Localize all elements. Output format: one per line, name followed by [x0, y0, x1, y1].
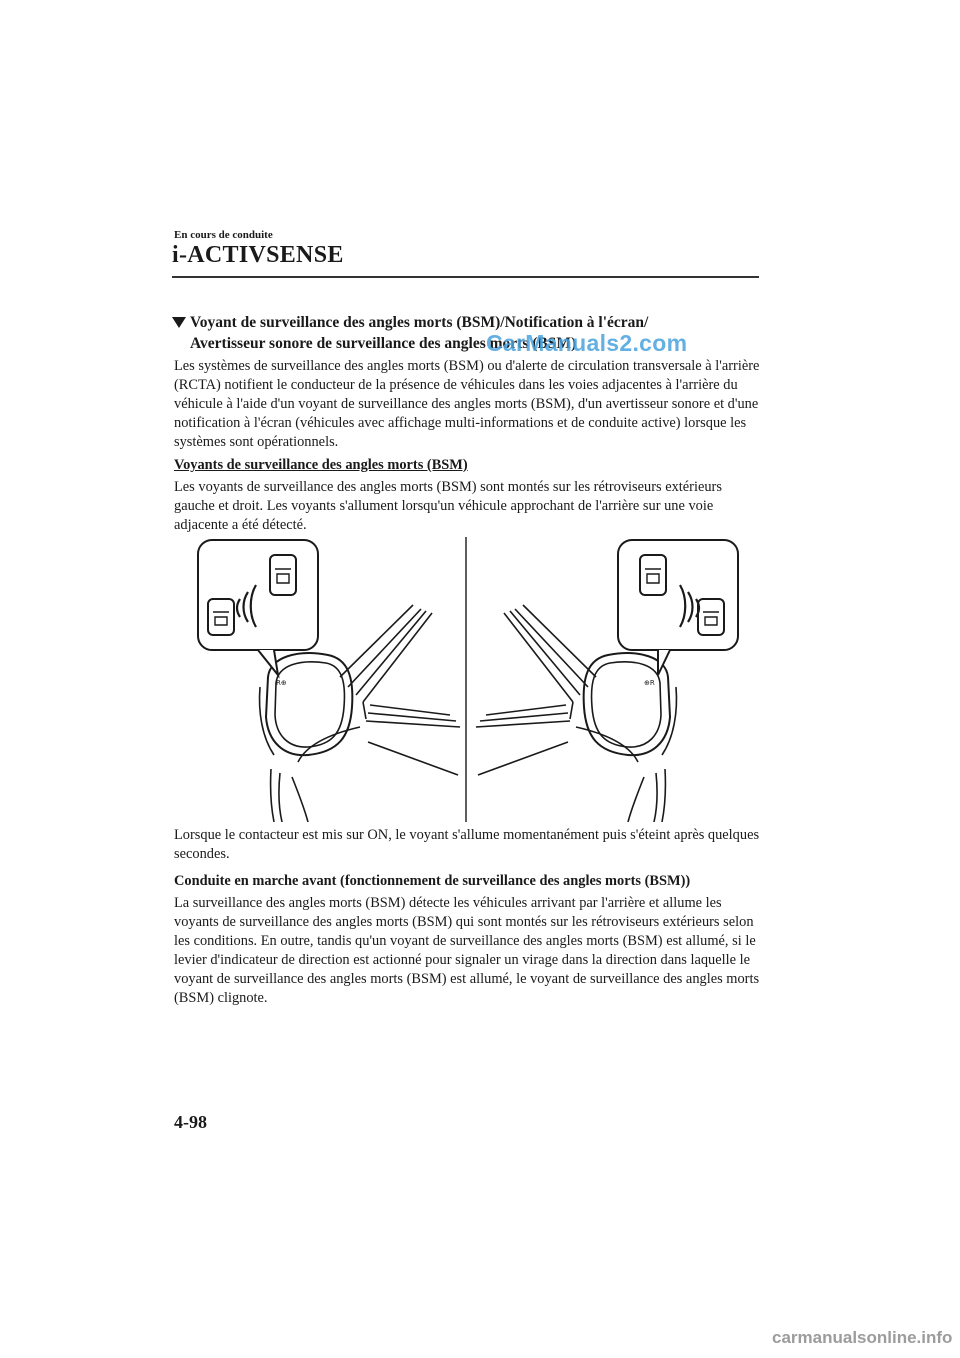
right-door-body [576, 727, 665, 822]
right-window-frame [476, 605, 596, 775]
svg-text:⊕R: ⊕R [644, 679, 655, 687]
subsection-heading-line1: Voyant de surveillance des angles morts (BSM)/Notification à l'écran/ [190, 314, 649, 331]
right-mirror [584, 653, 677, 755]
left-callout-car-icons [208, 555, 296, 635]
left-window-frame [340, 605, 460, 775]
forward-driving-paragraph: La surveillance des angles morts (BSM) détecte les véhicules arrivant par l'arrière et allume les voyants de surveillance des angles morts (BSM) qui sont montés sur les rétroviseurs extérieurs selon les conditions. En outre, tandis qu'un voyant de surveillance des angles morts (BSM) est allumé, si le levier d'indicateur de direction est actionné pour signaler un virage dans la direction dans laquelle le voyant de surveillance des angles morts (BSM) est allumé, le voyant de surveillance des angles morts (BSM) clignote. [174, 895, 760, 1006]
svg-text:R⊕: R⊕ [276, 679, 287, 687]
page-number: 4-98 [174, 1112, 207, 1132]
footer-site-logo: carmanualsonline.info [772, 1328, 953, 1347]
section-title: i-ACTIVSENSE [172, 242, 344, 268]
bsm-lights-heading: Voyants de surveillance des angles morts (BSM) [174, 457, 468, 473]
header-rule [172, 276, 759, 278]
intro-paragraph: Les systèmes de surveillance des angles morts (BSM) ou d'alerte de circulation transversale à l'arrière (RCTA) notifient le conducteur de la présence de véhicules dans les voies adjacentes à l'arrière du véhicule à l'aide d'un voyant de surveillance des angles morts (BSM), d'un avertisseur sonore et d'une notification à l'écran (véhicules avec affichage multi-informations et de conduite active) lorsque les systèmes sont opérationnels. [174, 358, 760, 450]
ignition-paragraph: Lorsque le contacteur est mis sur ON, le voyant s'allume momentanément puis s'éteint après quelques secondes. [174, 827, 760, 862]
left-callout [198, 540, 318, 675]
chapter-label: En cours de conduite [174, 229, 273, 241]
left-door-body [271, 727, 360, 822]
forward-driving-heading: Conduite en marche avant (fonctionnement de surveillance des angles morts (BSM)) [174, 873, 691, 889]
right-callout-car-icons [640, 555, 724, 635]
right-callout [618, 540, 738, 675]
triangle-bullet-icon [172, 317, 186, 328]
bsm-lights-paragraph: Les voyants de surveillance des angles morts (BSM) sont montés sur les rétroviseurs extérieurs gauche et droit. Les voyants s'allument lorsqu'un véhicule approchant de l'arrière sur une voie adjacente a été détecté. [174, 479, 722, 533]
bsm-mirror-illustration [188, 537, 748, 822]
watermark-logo: CarManuals2.com [486, 330, 688, 356]
subsection-heading-line2: Avertisseur sonore de surveillance des angles morts (BSM) [190, 335, 577, 352]
